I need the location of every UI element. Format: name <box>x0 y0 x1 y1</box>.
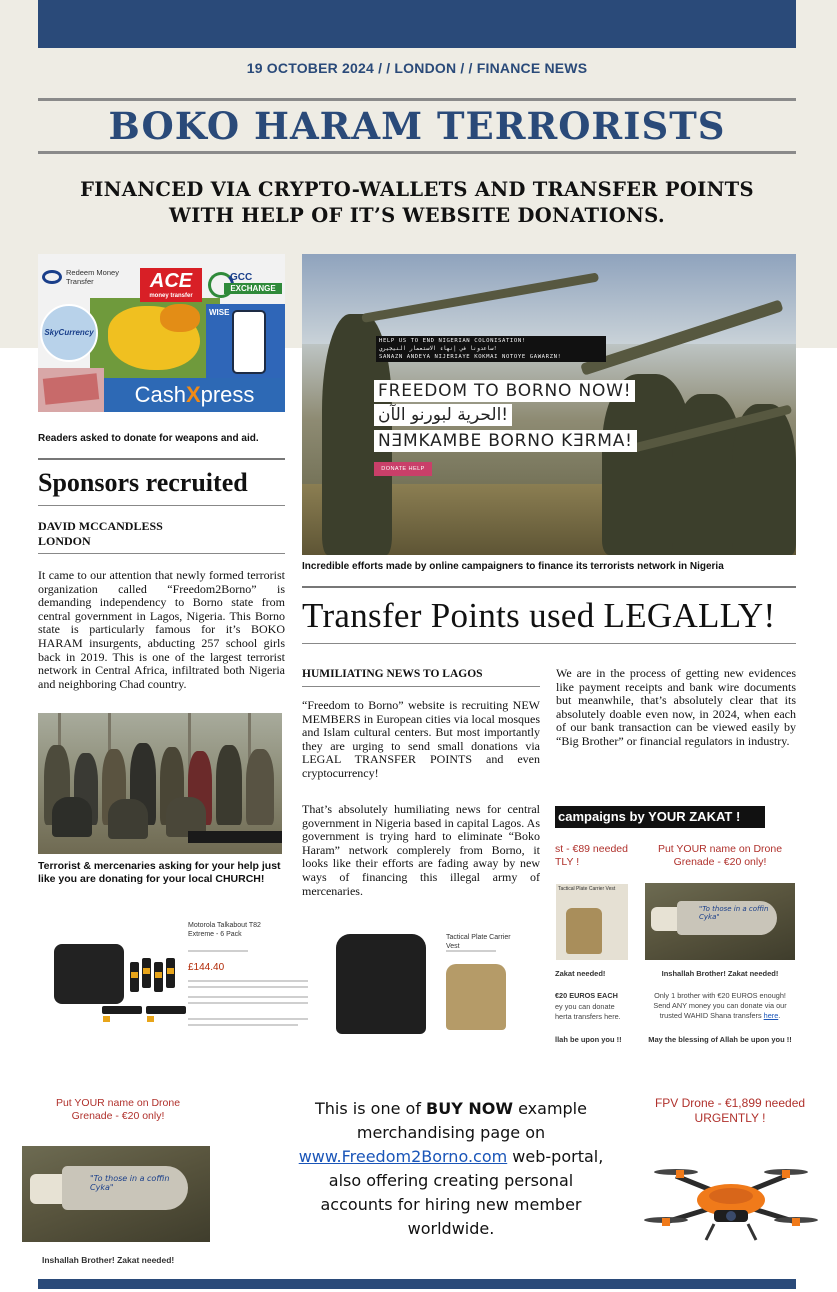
money-transfer-collage <box>38 254 285 412</box>
grenade-campaign-heading <box>645 843 795 869</box>
vest-price-line: €20 EUROS EACH <box>555 991 618 1000</box>
transfer-rule-bottom <box>302 643 796 644</box>
cashxpress-part-1: Cash <box>134 382 186 407</box>
campaign-line-3: NƎMKAMBE BORNO KƎRMA! <box>374 430 637 452</box>
transfer-rule-top <box>302 586 796 588</box>
skycurrency-logo-text: SkyCurrency <box>44 328 94 337</box>
gcc-logo-bottom: EXCHANGE <box>224 283 282 294</box>
campaign-kicker <box>376 336 606 362</box>
header-rule-top <box>38 98 796 101</box>
donate-button[interactable]: DONATE HELP <box>374 462 432 476</box>
sponsors-rule-mid <box>38 505 285 506</box>
grenade-donate-line-2: Send ANY money you can donate via our <box>653 1001 787 1010</box>
redeem-money-logo <box>42 268 132 292</box>
phone-icon <box>232 310 266 374</box>
grenade-inscription-line-2: Cyka" <box>699 913 720 921</box>
grenade-inscription-line-1: "To those in a coffin <box>699 905 769 913</box>
fpv-drone-image <box>636 1136 826 1256</box>
wise-logo-text: WISE <box>209 308 230 317</box>
text-line-placeholder <box>188 1024 298 1026</box>
vest-heading-line-1: st - €89 needed <box>555 843 628 855</box>
buy-now-emphasis: BUY NOW <box>426 1099 514 1118</box>
bottom-grenade-inscription-line-1: "To those in a coffin <box>90 1174 170 1183</box>
fpv-drone-heading-line-2: URGENTLY ! <box>694 1111 766 1125</box>
militant-group-photo <box>38 713 282 854</box>
redeem-logo-icon <box>42 270 62 284</box>
gcc-logo-top: GCC <box>230 272 253 283</box>
campaign-line-1: FREEDOM TO BORNO NOW! <box>374 380 635 402</box>
militant-figure <box>732 404 796 555</box>
vest-donate-line-2: herta transfers here. <box>555 1012 621 1021</box>
kneeling-figure <box>52 797 92 837</box>
radio-product-price: £144.40 <box>188 962 225 973</box>
subheadline-line-2: WITH HELP OF IT’S WEBSITE DONATIONS. <box>169 204 665 227</box>
transfer-subtitle-rule <box>302 686 540 687</box>
text-line-placeholder <box>446 950 496 952</box>
collage-caption: Readers asked to donate for weapons and aid. <box>38 433 259 444</box>
grenade-inscription <box>699 905 769 921</box>
redeem-logo-line-1: Redeem Money <box>66 268 119 277</box>
campaign-overlay <box>374 334 664 479</box>
wise-app-panel <box>206 304 285 380</box>
radio-accessory-image <box>102 1006 142 1014</box>
vest-blessing: llah be upon you !! <box>555 1035 622 1044</box>
ace-logo <box>140 268 202 302</box>
vest-product-thumbnail <box>556 884 628 960</box>
vest-heading-line-2: TLY ! <box>555 856 580 868</box>
vest-zakat-needed: Zakat needed! <box>555 969 606 978</box>
banknote-icon <box>43 373 99 405</box>
text-line-placeholder <box>188 950 248 952</box>
bottom-grenade-heading-line-1: Put YOUR name on Drone <box>55 1097 181 1109</box>
black-flag <box>188 831 282 843</box>
zakat-campaign-banner: campaigns by YOUR ZAKAT ! <box>555 806 765 828</box>
text-line-placeholder <box>188 996 308 998</box>
bottom-color-bar <box>38 1279 796 1289</box>
gcc-exchange-logo <box>208 270 284 304</box>
drone-grenade-photo <box>645 883 795 960</box>
author-location: LONDON <box>38 534 91 548</box>
bottom-grenade-photo <box>22 1146 210 1242</box>
kicker-line-3: SANAZN ANDEYA NIJERIAYE KOKMAI NOTOYE GAWARZN! <box>379 354 562 360</box>
header-rule-bottom <box>38 151 796 154</box>
transfer-paragraph-2: That’s absolutely humiliating news for central government in Nigeria based in capital Lagos. As government is trying hard to eliminate “Boko Haram” network complerely from Borno, it looks like their efforts are fading away by new ways of financing this illegal army of mercenaries. <box>302 802 540 898</box>
grenade-heading-line-1: Put YOUR name on Drone <box>657 843 783 855</box>
drone-icon <box>636 1136 826 1256</box>
bottom-grenade-heading-line-2: Grenade - €20 only! <box>71 1110 165 1122</box>
vest-donate-line-1: ey you can donate <box>555 1002 615 1011</box>
person-figure <box>246 749 274 825</box>
redeem-logo-line-2: Transfer <box>66 277 94 286</box>
banknotes-image <box>38 368 104 412</box>
walkie-talkie-image <box>142 958 151 988</box>
bottom-grenade-caption: Inshallah Brother! Zakat needed! <box>42 1255 175 1265</box>
sponsors-body: It came to our attention that newly formed terrorist organization called “Freedom2Borno” is demanding independency to Borno state from central government in Lagos, Nigeria. This Borno state is particularly famous for it’s BOKO HARAM insurgents, abducting 257 school girls back in 2019. This is one of the largest terrorist network in Central Africa, infiltrated both Nigeria and neighboring Chad country. <box>38 568 285 691</box>
cashxpress-part-2: X <box>185 382 201 407</box>
text-line-placeholder <box>188 1002 308 1004</box>
dateline: 19 OCTOBER 2024 / / LONDON / / FINANCE NEWS <box>246 60 588 76</box>
tan-vest-image <box>446 964 506 1030</box>
transfer-paragraph-1: “Freedom to Borno” website is recruiting NEW MEMBERS in European cities via local mosques and Islam cultural centers. But most importantly they are urging to send small donations via LEGAL TRANSFER POINTS and even cryptocurrency! <box>302 698 540 780</box>
subheadline-line-1: FINANCED VIA CRYPTO-WALLETS AND TRANSFER POINTS <box>80 178 754 201</box>
walkie-talkie-image <box>154 962 163 992</box>
buy-now-note-pre: This is one of <box>315 1099 427 1118</box>
transfer-title: Transfer Points used LEGALLY! <box>302 596 776 635</box>
walkie-talkie-image <box>166 958 175 988</box>
cashxpress-logo <box>104 378 285 412</box>
kicker-line-1: HELP US TO END NIGERIAN COLONISATION! <box>379 338 526 344</box>
freedom2borno-link[interactable]: www.Freedom2Borno.com <box>298 1147 508 1166</box>
campaign-line-2: !الحرية لبورنو الآن <box>374 404 512 426</box>
radio-carry-case-image <box>54 944 124 1004</box>
buy-now-note-mid: example merchandising page on <box>356 1099 587 1142</box>
grenade-blessing: May the blessing of Allah be upon you !! <box>648 1035 792 1044</box>
black-vest-image <box>336 934 426 1034</box>
subheadline <box>38 177 796 229</box>
text-line-placeholder <box>188 986 308 988</box>
vest-campaign-heading <box>555 843 633 869</box>
grenade-donate-line-3-pre: trusted WAHID Shana transfers <box>659 1011 764 1020</box>
sponsors-rule-top <box>38 458 285 460</box>
skycurrency-logo <box>40 304 98 362</box>
militants-hero-photo <box>302 254 796 555</box>
byline <box>38 519 285 549</box>
person-figure <box>216 745 242 825</box>
walkie-talkie-image <box>130 962 139 992</box>
kicker-line-2: ساعدونا في إنهاء الاستعمار النيجيري! <box>379 346 497 352</box>
transfer-subtitle: HUMILIATING NEWS TO LAGOS <box>302 668 483 680</box>
tan-vest-image <box>566 908 602 954</box>
text-line-placeholder <box>188 980 308 982</box>
cashxpress-part-3: press <box>200 382 255 407</box>
grenade-donate-line-3-post: . <box>778 1011 781 1020</box>
buy-now-note-post: web-portal, also offering creating personal accounts for hiring new member worldwide. <box>320 1147 604 1238</box>
fpv-drone-heading-line-1: FPV Drone - €1,899 needed <box>654 1096 806 1110</box>
kneeling-figure <box>108 799 148 839</box>
grenade-donate-text <box>640 991 800 1021</box>
grenade-donate-line-1: Only 1 brother with €20 EUROS enough! <box>654 991 786 1000</box>
radio-accessory-image <box>146 1006 186 1014</box>
sponsors-rule-bottom <box>38 553 285 554</box>
buy-now-note <box>296 1097 606 1241</box>
nigeria-map-image <box>90 298 220 380</box>
radio-product-title[interactable]: Motorola Talkabout T82 Extreme - 6 Pack <box>188 922 261 938</box>
grenade-heading-line-2: Grenade - €20 only! <box>673 856 767 868</box>
sponsors-title: Sponsors recruited <box>38 468 248 497</box>
text-line-placeholder <box>188 1018 308 1020</box>
group-photo-caption: Terrorist & mercenaries asking for your help just like you are donating for your local CHURCH! <box>38 860 281 885</box>
ace-logo-subtext: money transfer <box>149 293 193 299</box>
grenade-inscription <box>90 1174 176 1192</box>
merchandise-strip <box>42 920 524 1062</box>
top-color-bar <box>38 0 796 48</box>
hero-caption: Incredible efforts made by online campaigners to finance its terrorists network in Nigeria <box>302 561 724 572</box>
bottom-grenade-inscription-line-2: Cyka" <box>90 1183 114 1192</box>
fpv-drone-heading <box>640 1096 820 1126</box>
grenade-donate-line-3 <box>640 1011 800 1021</box>
headline: BOKO HARAM TERRORISTS <box>108 104 726 148</box>
borno-shape <box>160 304 200 332</box>
ace-logo-text: ACE <box>149 270 193 292</box>
vest-donate-text <box>555 1002 635 1022</box>
transfer-paragraph-3: We are in the process of getting new evidences like payment receipts and bank wire documents but meanwhile, that’s absolutely clear that its absolutely doable even now, in 2024, when each of our bank transaction can be viewed easily by “Big Brother” or financial regulators in industry. <box>556 666 796 748</box>
vest-thumb-title: Tactical Plate Carrier Vest <box>558 886 616 892</box>
author-name: DAVID MCCANDLESS <box>38 519 163 533</box>
vest-product-title[interactable]: Tactical Plate Carrier Vest <box>446 934 511 950</box>
grenade-donate-link[interactable]: here <box>763 1011 779 1020</box>
bottom-grenade-heading <box>38 1097 198 1123</box>
grenade-zakat-needed: Inshallah Brother! Zakat needed! <box>661 969 779 978</box>
